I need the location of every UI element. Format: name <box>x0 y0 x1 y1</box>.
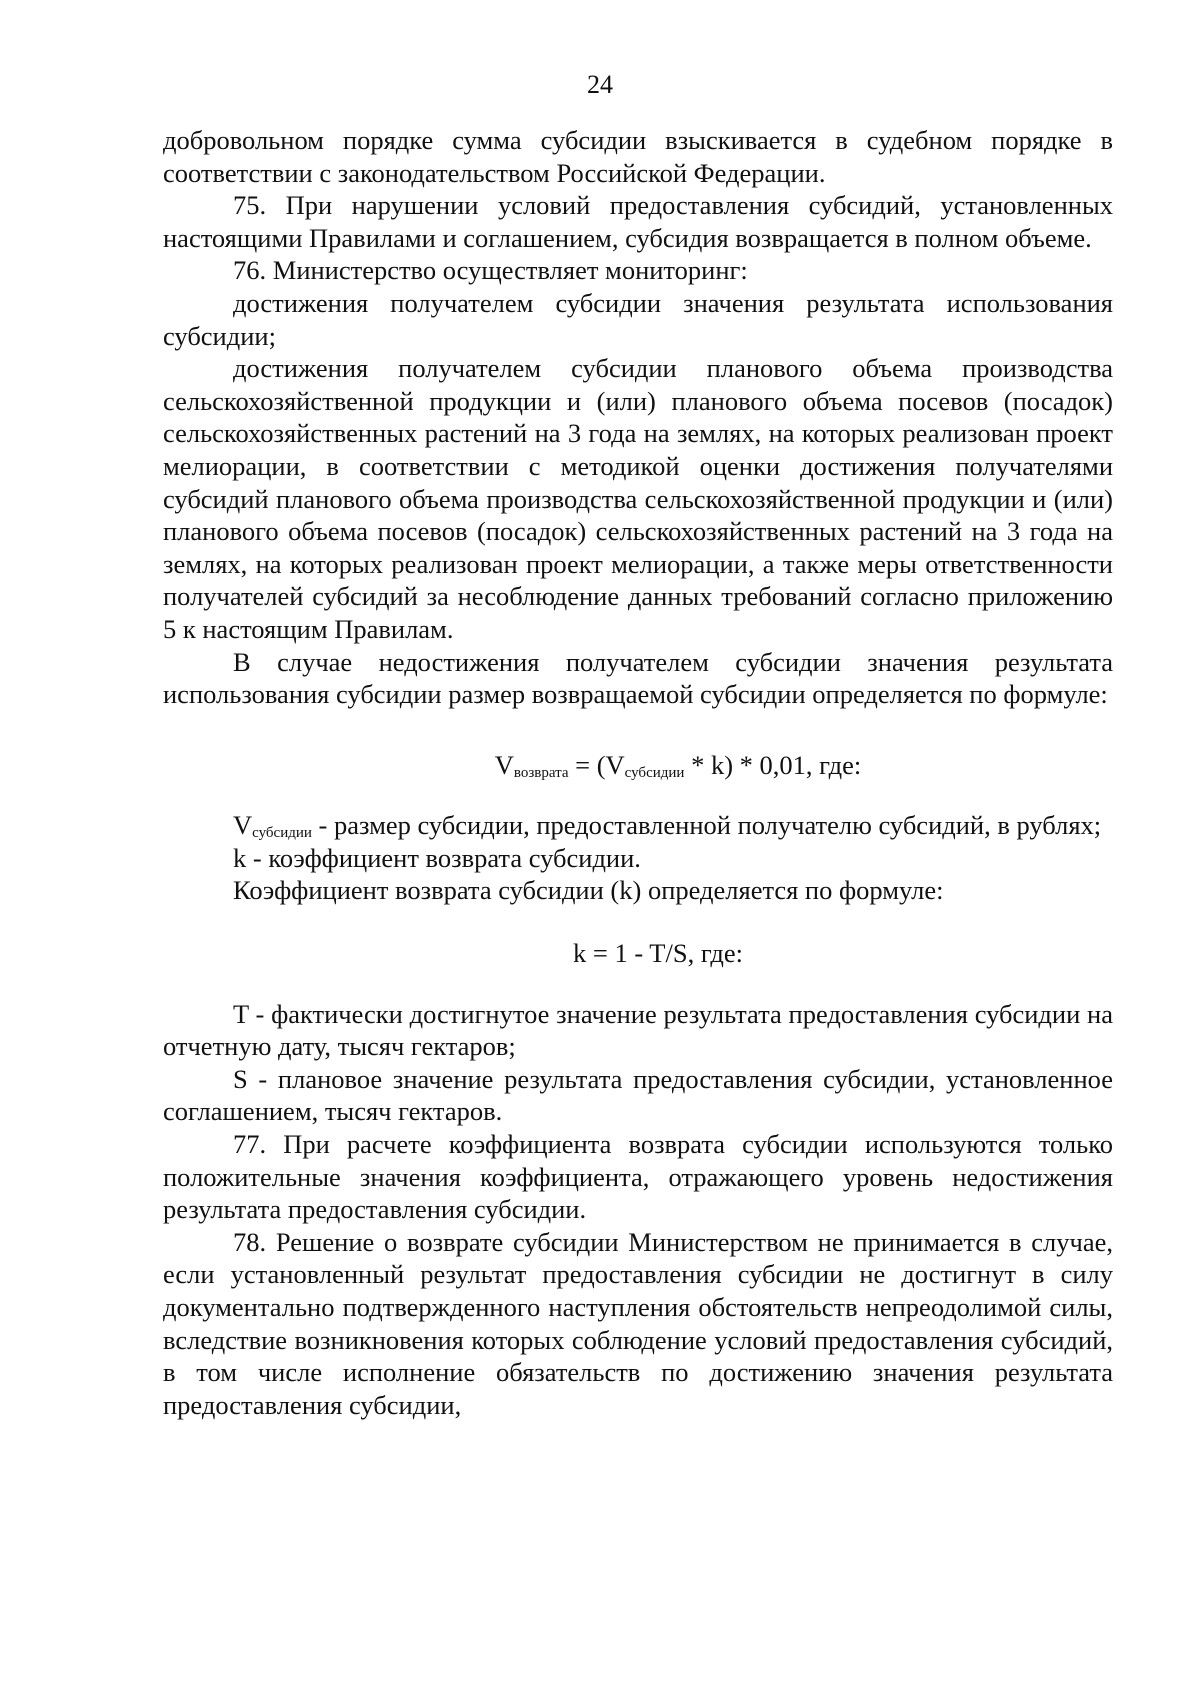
paragraph-76-item-volume: достижения получателем субсидии планового объема производства сельскохозяйственной продукции и (или) планового объема посевов (посадок) сельскохозяйственных растений на 3 года на землях, на которых реализован проект мелиорации, в соответствии с методикой оценки достижения получателями субсидий планового объема производства сельскохозяйственной продукции и (или) планового объема посевов (посадок) сельскохозяйственных растений на 3 года на землях, на которых реализован проект мелиорации, а также меры ответственности получателей субсидий за несоблюдение данных требований согласно приложению 5 к настоящим Правилам. <box>163 353 1113 644</box>
paragraph-75: 75. При нарушении условий предоставления субсидий, установленных настоящими Правилами и соглашением, субсидия возвращается в полном объеме. <box>163 190 1113 253</box>
formula-k: k = 1 - T/S, где: <box>573 938 743 969</box>
formula-v: V <box>494 749 514 780</box>
definition-t: T - фактически достигнутое значение результата предоставления субсидии на отчетную дату, тысяч гектаров; <box>163 998 1113 1062</box>
definition-v-sub: субсидии <box>252 825 312 842</box>
paragraph-76: 76. Министерство осуществляет мониторинг: <box>233 255 748 286</box>
document-body <box>163 124 1113 1421</box>
definition-v-symbol: V <box>233 810 253 841</box>
definition-s: S - плановое значение результата предоставления субсидии, установленное соглашением, тысяч гектаров. <box>163 1063 1113 1127</box>
paragraph-continuation: добровольном порядке сумма субсидии взыскивается в судебном порядке в соответствии с законодательством Российской Федерации. <box>163 125 1113 188</box>
formula-mid-2: * k) * 0,01, где: <box>684 749 862 780</box>
paragraph-77: 77. При расчете коэффициента возврата субсидии используются только положительные значения коэффициента, отражающего уровень недостижения результата предоставления субсидии. <box>163 1129 1113 1225</box>
formula-sub-subsidy: субсидии <box>624 764 685 781</box>
definition-k: k - коэффициент возврата субсидии. <box>233 842 641 873</box>
k-formula-intro: Коэффициент возврата субсидии (k) определяется по формуле: <box>233 875 944 906</box>
formula-return-amount <box>163 749 1113 782</box>
page-number: 24 <box>587 70 613 99</box>
paragraph-76-return-case: В случае недостижения получателем субсидии значения результата использования субсидии размер возвращаемой субсидии определяется по формуле: <box>163 646 1113 710</box>
formula-mid-1: = (V <box>568 749 625 780</box>
definition-v-text: - размер субсидии, предоставленной получателю субсидий, в рублях; <box>311 810 1102 841</box>
definition-v-subsidy <box>163 809 1113 842</box>
paragraph-78: 78. Решение о возврате субсидии Министерством не принимается в случае, если установленный результат предоставления субсидии не достигнут в силу документально подтвержденного наступления обстоятельств непреодолимой силы, вследствие возникновения которых соблюдение условий предоставления субсидий, в том числе исполнение обязательств по достижению значения результата предоставления субсидии, <box>163 1226 1113 1420</box>
formula-sub-return: возврата <box>513 764 569 781</box>
paragraph-76-item-result: достижения получателем субсидии значения результата использования субсидии; <box>163 287 1113 351</box>
